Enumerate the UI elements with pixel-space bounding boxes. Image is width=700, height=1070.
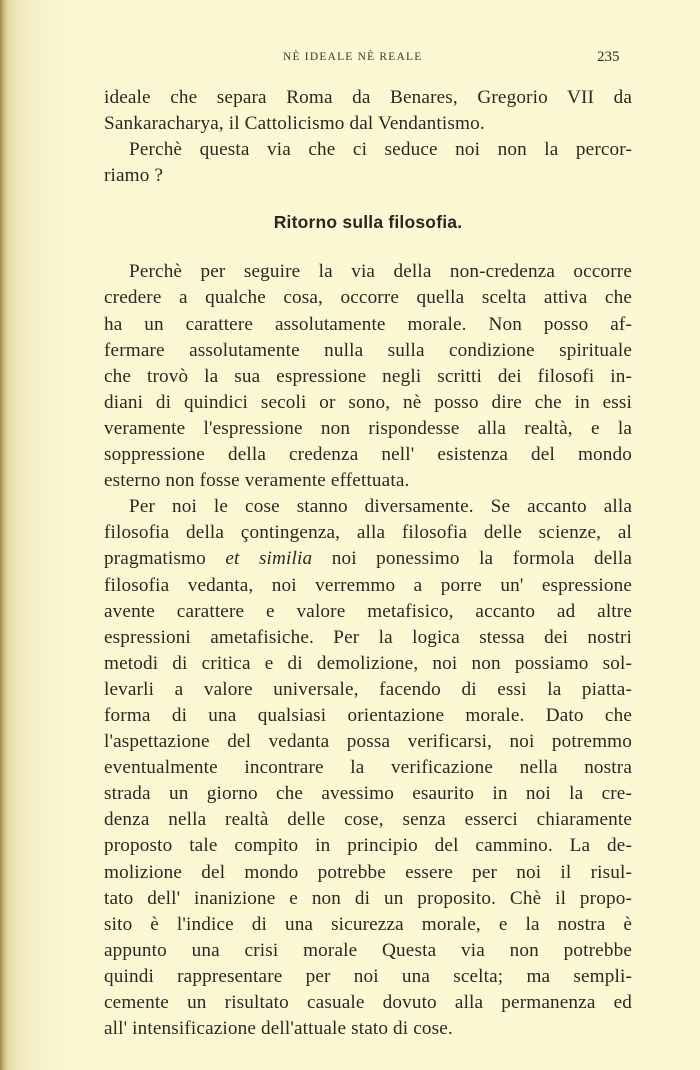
text-line: strada un giorno che avessimo esaurito in noi la cre-	[104, 783, 632, 805]
text-line: Perchè questa via che ci seduce noi non la percor-	[129, 139, 632, 161]
text-line: Sankaracharya, il Cattolicismo dal Vendantismo.	[104, 113, 485, 135]
text-line: diani di quindici secoli or sono, nè posso dire che in essi	[104, 391, 632, 413]
section-heading: Ritorno sulla filosofia.	[273, 212, 463, 233]
text-line: ideale che separa Roma da Benares, Gregorio VII da	[104, 87, 632, 108]
text-line: filosofia vedanta, noi verremmo a porre un' espressione	[104, 574, 632, 596]
text-line: quindi rappresentare per noi una scelta; ma sempli-	[104, 965, 632, 987]
text-run: pragmatismo	[104, 548, 226, 570]
page-number: 235	[597, 49, 620, 65]
text-line: tato dell' inanizione e non di un proposito. Chè il propo-	[104, 887, 632, 909]
text-line: espressioni ametafisiche. Per la logica stessa dei nostri	[104, 626, 632, 648]
text-line: esterno non fosse veramente effettuata.	[104, 470, 410, 492]
body-text	[104, 85, 632, 1042]
paragraph	[104, 494, 632, 1042]
text-line: eventualmente incontrare la verificazione nella nostra	[104, 757, 632, 779]
text-line: riamo ?	[104, 165, 164, 187]
text-line: ha un carattere assolutamente morale. Non posso af-	[104, 313, 632, 335]
text-line: sito è l'indice di una sicurezza morale, e la nostra è	[104, 913, 632, 935]
text-line: l'aspettazione del vedanta possa verificarsi, noi potremmo	[104, 731, 632, 753]
paragraph	[104, 137, 632, 189]
text-line: appunto una crisi morale Questa via non potrebbe	[104, 939, 632, 961]
text-line: levarli a valore universale, facendo di essi la piatta-	[104, 678, 632, 700]
text-line-with-italic	[104, 546, 632, 572]
text-line: fermare assolutamente nulla sulla condizione spirituale	[104, 339, 632, 361]
spine-shadow	[0, 0, 6, 1070]
text-line: molizione del mondo potrebbe essere per noi il risul-	[104, 861, 632, 883]
paragraph	[104, 259, 632, 494]
text-line: veramente l'espressione non rispondesse alla realtà, e la	[104, 417, 632, 439]
text-line: filosofia della çontingenza, alla filosofia delle scienze, al	[104, 522, 632, 544]
text-line: cemente un risultato casuale dovuto alla permanenza ed	[104, 992, 632, 1013]
text-line: che trovò la sua espressione negli scritti dei filosofi in-	[104, 365, 632, 387]
text-run: noi ponessimo la formola della	[312, 548, 632, 570]
running-title: NÈ IDEALE NÈ REALE	[283, 51, 423, 63]
text-line: forma di una qualsiasi orientazione morale. Dato che	[104, 704, 632, 726]
text-line: soppressione della credenza nell' esistenza del mondo	[104, 444, 632, 466]
text-line: avente carattere e valore metafisico, accanto ad altre	[104, 600, 632, 622]
running-head	[0, 49, 700, 69]
text-line: metodi di critica e di demolizione, noi non possiamo sol-	[104, 652, 632, 674]
italic-phrase: et similia	[225, 548, 313, 570]
text-line: Perchè per seguire la via della non-credenza occorre	[129, 261, 632, 283]
text-line: all' intensificazione dell'attuale stato di cose.	[104, 1018, 453, 1040]
text-line: Per noi le cose stanno diversamente. Se accanto alla	[129, 496, 632, 518]
text-line: proposto tale compito in principio del cammino. La de-	[104, 835, 632, 857]
text-line: credere a qualche cosa, occorre quella scelta attiva che	[104, 287, 632, 309]
text-line: denza nella realtà delle cose, senza esserci chiaramente	[104, 809, 632, 831]
paragraph-continuation	[104, 85, 632, 137]
